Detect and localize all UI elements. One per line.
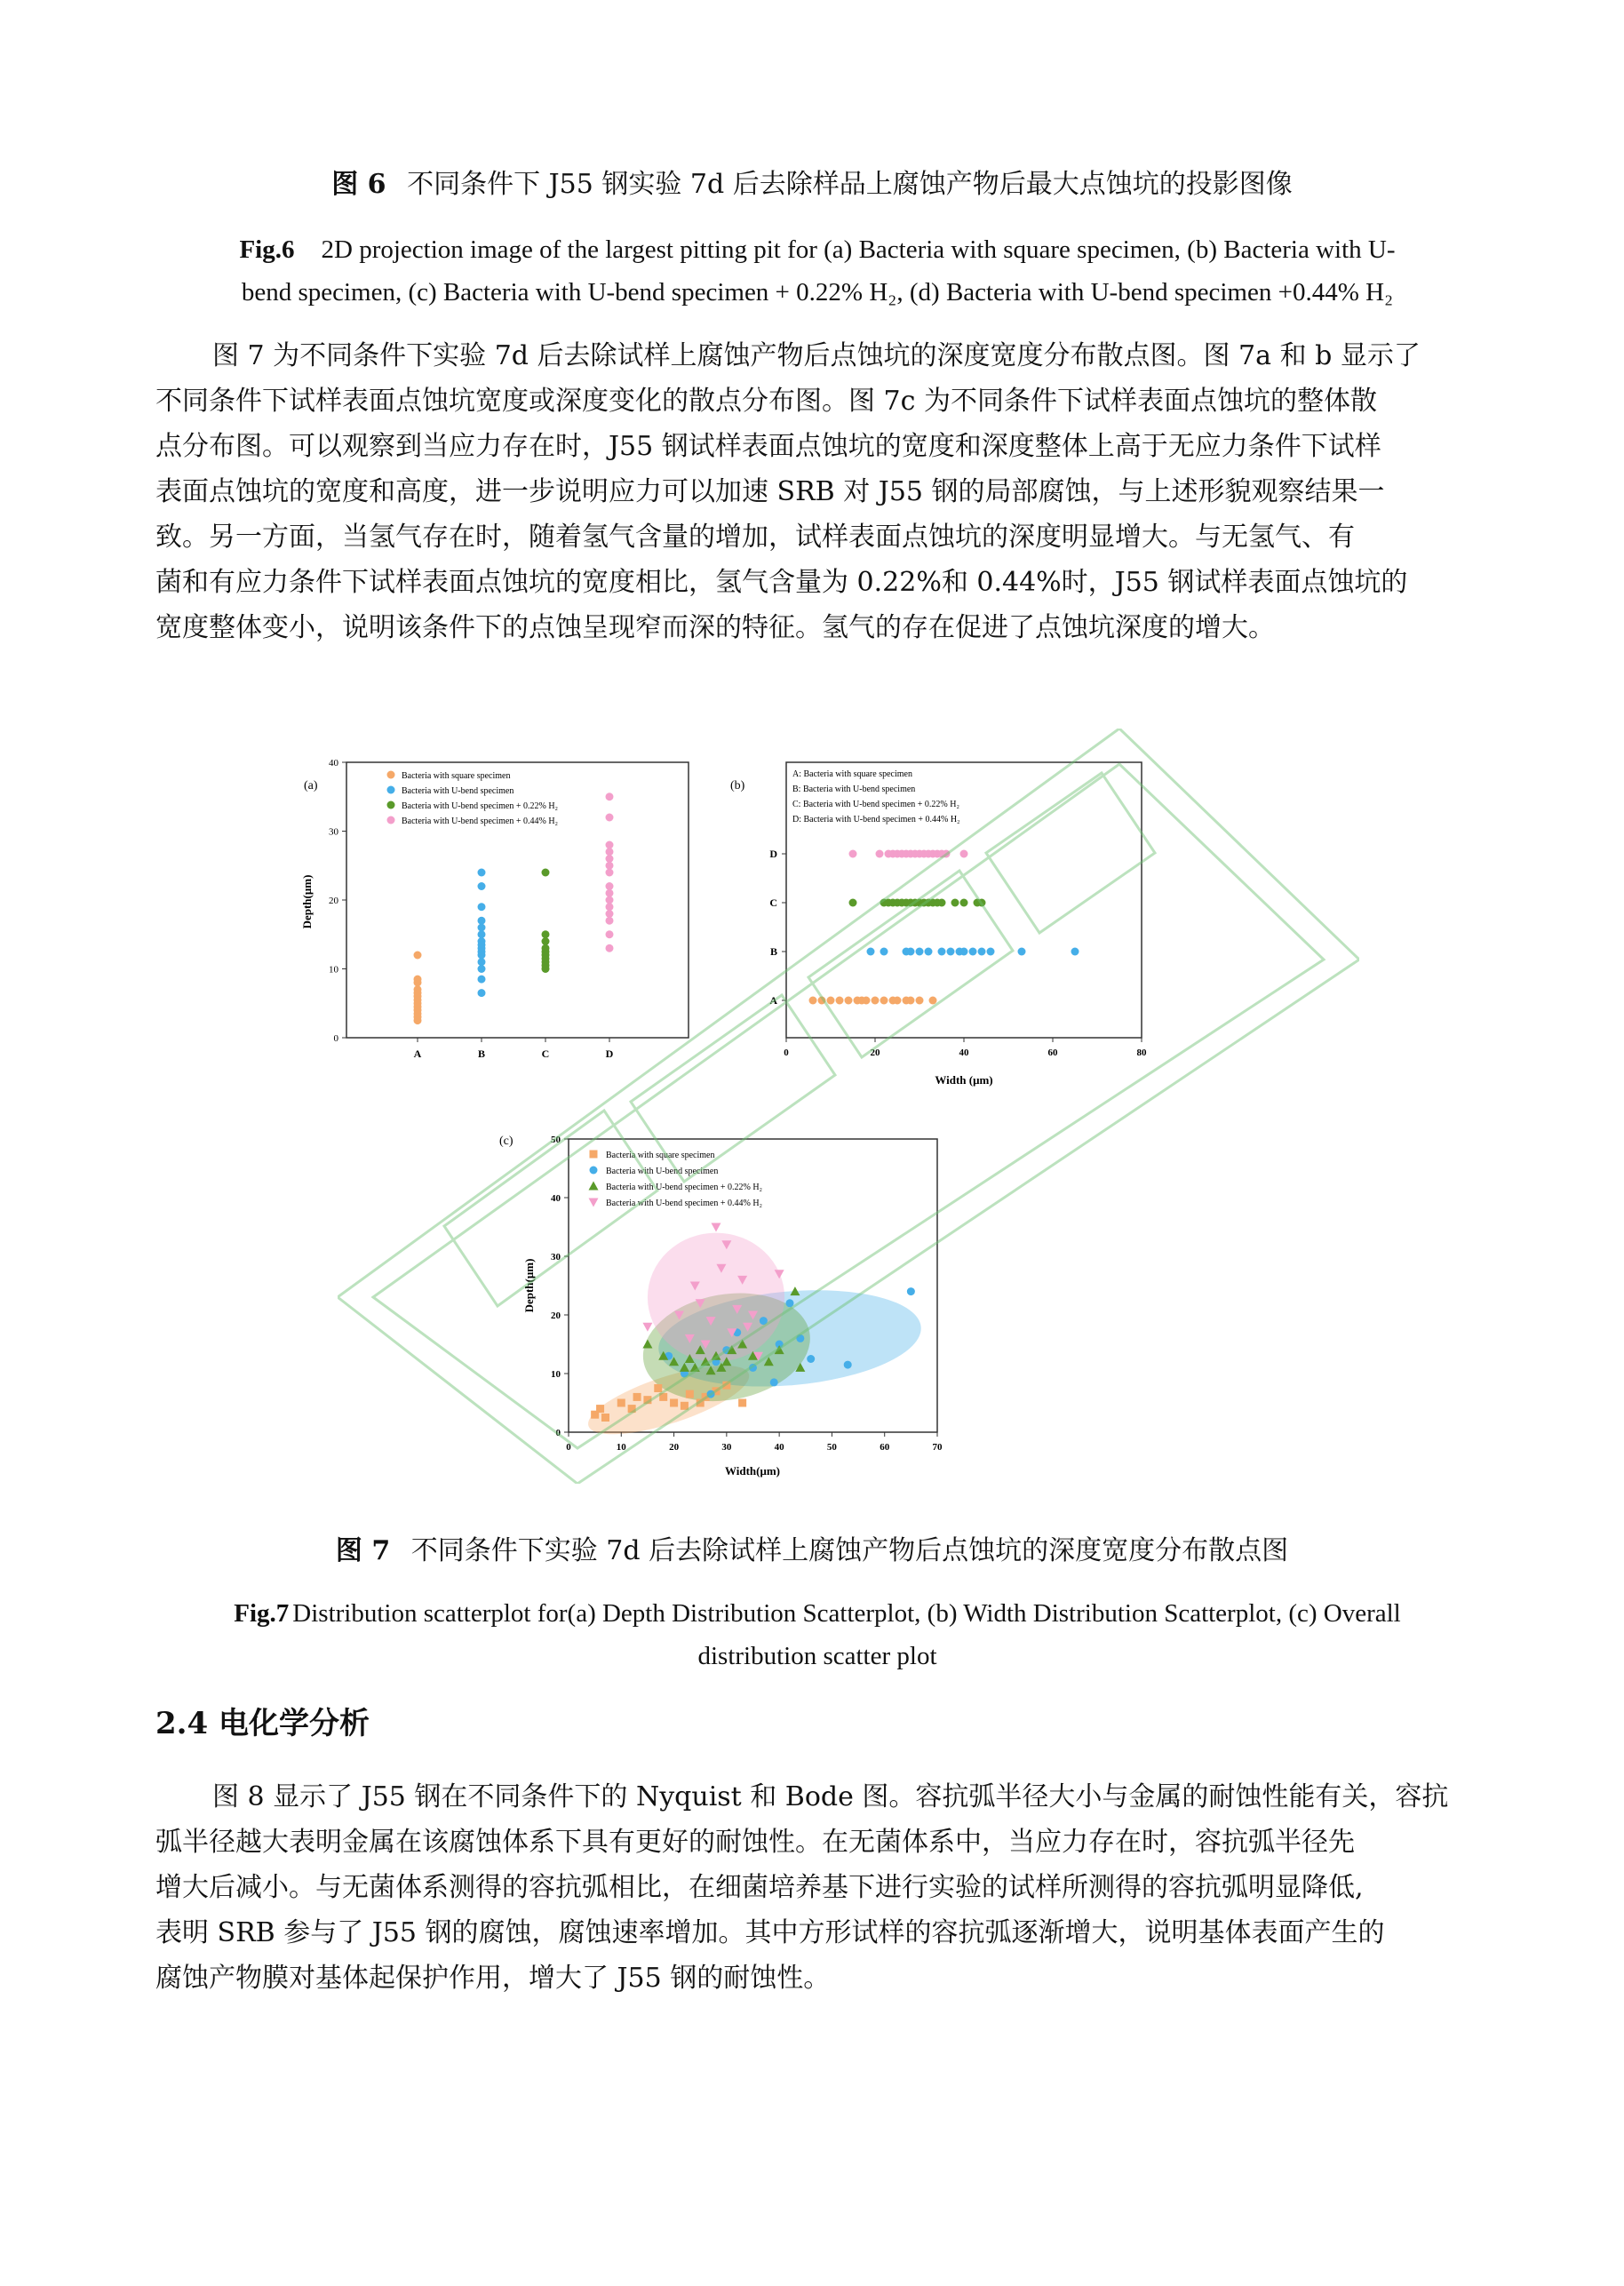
y-tick-label: 40 [329, 758, 338, 769]
data-point [478, 958, 486, 966]
data-point [414, 1016, 422, 1024]
data-point [478, 917, 486, 925]
paragraph-line: 点分布图。可以观察到当应力存在时，J55 钢试样表面点蚀坑的宽度和深度整体上高于无应力条件下试样 [155, 431, 1381, 462]
x-tick-label: B [477, 1047, 486, 1060]
data-point [606, 903, 614, 911]
y-tick-label: 40 [551, 1193, 561, 1204]
data-point [916, 948, 924, 956]
data-point [951, 899, 959, 907]
data-point [807, 1355, 815, 1363]
data-point [827, 997, 835, 1005]
data-point [542, 869, 550, 877]
data-point [876, 850, 884, 858]
fig7-caption-cn [0, 1528, 1624, 1567]
legend-entry: D: Bacteria with U-bend specimen + 0.44% H₂ [792, 815, 960, 824]
fig7-title-cn: 不同条件下实验 7d 后去除试样上腐蚀产物后点蚀坑的深度宽度分布散点图 [410, 1535, 1289, 1566]
x-tick-label: 80 [1136, 1047, 1147, 1058]
data-point [880, 997, 888, 1005]
data-point [770, 1378, 778, 1386]
data-point [872, 997, 880, 1005]
data-point [1071, 948, 1079, 956]
paragraph-line: 弧半径越大表明金属在该腐蚀体系下具有更好的耐蚀性。在无菌体系中，当应力存在时，容抗弧半径先 [155, 1827, 1355, 1858]
data-point [633, 1393, 641, 1401]
data-point [960, 948, 968, 956]
paragraph-line: 不同条件下试样表面点蚀坑宽度或深度变化的散点分布图。图 7c 为不同条件下试样表面点蚀坑的整体散 [155, 386, 1377, 417]
data-point [617, 1399, 625, 1407]
data-point [542, 965, 550, 973]
legend-marker [387, 786, 395, 794]
data-point [478, 952, 486, 960]
paragraph-fig7-discussion [155, 333, 1479, 650]
data-point [686, 1390, 694, 1398]
fig6-title-cn: 不同条件下 J55 钢实验 7d 后去除样品上腐蚀产物后最大点蚀坑的投影图像 [407, 169, 1293, 200]
data-point [606, 889, 614, 897]
paragraph-line: 图 7 为不同条件下实验 7d 后去除试样上腐蚀产物后点蚀坑的深度宽度分布散点图。图 7a 和 b 显示了 [212, 340, 1421, 371]
data-point [670, 1399, 678, 1407]
x-tick-label: 0 [566, 1442, 571, 1453]
legend-marker [387, 801, 395, 809]
data-point [938, 948, 946, 956]
data-point [722, 1382, 730, 1390]
data-point [907, 997, 915, 1005]
data-point [606, 848, 614, 856]
paragraph-electrochemistry [155, 1774, 1479, 2001]
fig7-label-cn: 图 7 [335, 1535, 391, 1566]
legend-entry: Bacteria with U-bend specimen [402, 786, 514, 796]
fig7-caption-line2: distribution scatter plot [697, 1642, 937, 1670]
legend-marker [387, 771, 395, 779]
y-tick-label: 30 [551, 1252, 561, 1262]
legend-entry: Bacteria with square specimen [606, 1151, 715, 1160]
data-point [894, 997, 902, 1005]
data-point [659, 1393, 667, 1401]
data-point [836, 997, 844, 1005]
data-point [1018, 948, 1026, 956]
data-point [796, 1334, 804, 1342]
paragraph-line: 增大后减小。与无菌体系测得的容抗弧相比，在细菌培养基下进行实验的试样所测得的容抗弧明显降低, [155, 1872, 1364, 1903]
data-point [844, 1361, 852, 1369]
fig6-caption-line2: bend specimen, (c) Bacteria with U-bend specimen + 0.22% H₂, (d) Bacteria with U-bend specimen +0.44% H₂ [241, 278, 1394, 307]
data-point [478, 976, 486, 984]
data-point [978, 899, 986, 907]
data-point [478, 989, 486, 997]
legend-marker [590, 1151, 598, 1159]
data-point [478, 882, 486, 890]
data-point [907, 1287, 915, 1295]
data-point [606, 910, 614, 918]
data-point [606, 862, 614, 870]
data-point [969, 948, 977, 956]
data-point [596, 1405, 604, 1413]
data-point [478, 869, 486, 877]
data-point [606, 841, 614, 849]
x-axis-label: Width(μm) [724, 1464, 781, 1478]
legend-marker [387, 816, 395, 824]
y-tick-label: 30 [329, 826, 338, 838]
data-point [542, 930, 550, 938]
x-tick-label: 70 [932, 1442, 943, 1453]
paragraph-line: 宽度整体变小，说明该条件下的点蚀呈现窄而深的特征。氢气的存在促进了点蚀坑深度的增大。 [155, 612, 1275, 643]
x-tick-label: 40 [959, 1047, 969, 1058]
data-point [478, 930, 486, 938]
panel-label: (c) [499, 1135, 513, 1148]
paragraph-line: 图 8 显示了 J55 钢在不同条件下的 Nyquist 和 Bode 图。容抗弧半径大小与金属的耐蚀性能有关，容抗 [212, 1781, 1449, 1812]
data-point [606, 855, 614, 863]
fig6-label-en: Fig.6 [239, 235, 295, 264]
fig6-caption-en [169, 228, 1466, 314]
confidence-ellipse [648, 1233, 784, 1362]
data-point [478, 903, 486, 911]
legend-entry: Bacteria with U-bend specimen + 0.22% H₂ [402, 801, 559, 811]
data-point [681, 1402, 689, 1410]
paragraph-line: 菌和有应力条件下试样表面点蚀坑的宽度相比，氢气含量为 0.22%和 0.44%时，J55 钢试样表面点蚀坑的 [155, 567, 1408, 598]
data-point [478, 965, 486, 973]
y-tick-label: 20 [551, 1310, 561, 1321]
x-tick-label: 50 [826, 1442, 837, 1453]
data-point [707, 1390, 715, 1398]
x-tick-label: C [541, 1047, 550, 1060]
data-point [849, 850, 857, 858]
data-point [606, 944, 614, 952]
data-point [925, 948, 933, 956]
legend-entry: Bacteria with U-bend specimen + 0.44% H₂ [606, 1199, 763, 1208]
data-point [863, 997, 871, 1005]
section-heading: 2.4 电化学分析 [155, 1706, 370, 1741]
data-point [601, 1414, 609, 1422]
data-point [786, 1299, 794, 1307]
x-tick-label: A [413, 1047, 422, 1060]
fig6-label-cn: 图 6 [331, 169, 386, 200]
x-tick-label: 30 [721, 1442, 732, 1453]
data-point [606, 930, 614, 938]
fig7-label-en: Fig.7 [234, 1599, 290, 1628]
data-point [880, 948, 888, 956]
x-tick-label: 60 [1047, 1047, 1058, 1058]
data-point [606, 896, 614, 904]
data-point [938, 899, 946, 907]
legend-entry: Bacteria with U-bend specimen + 0.44% H₂ [402, 816, 559, 826]
data-point [960, 850, 968, 858]
paragraph-line: 致。另一方面，当氢气存在时，随着氢气含量的增加，试样表面点蚀坑的深度明显增大。与无氢气、有 [155, 522, 1355, 553]
data-point [947, 948, 955, 956]
data-point [414, 979, 422, 987]
data-point [628, 1405, 636, 1413]
data-point [606, 917, 614, 925]
data-point [760, 1317, 768, 1325]
paragraph-line: 表面点蚀坑的宽度和高度，进一步说明应力可以加速 SRB 对 J55 钢的局部腐蚀，与上述形貌观察结果一 [155, 476, 1385, 507]
x-tick-label: 0 [784, 1047, 789, 1058]
data-point [542, 937, 550, 945]
x-tick-label: 10 [616, 1442, 626, 1453]
data-point [738, 1399, 746, 1407]
y-tick-label: B [769, 945, 777, 958]
legend-entry: B: Bacteria with U-bend specimen [792, 785, 916, 794]
y-axis-label: Depth(μm) [522, 1258, 536, 1313]
data-point [916, 997, 924, 1005]
y-tick-label: 0 [333, 1033, 338, 1044]
data-point [606, 793, 614, 800]
fig7-caption-en [169, 1592, 1466, 1677]
data-point [960, 899, 968, 907]
data-point [929, 997, 937, 1005]
data-point [978, 948, 986, 956]
panel-label: (b) [730, 779, 745, 793]
y-axis-label: Depth(μm) [300, 874, 314, 929]
y-tick-label: 20 [329, 896, 338, 906]
chart-b-width-scatter [720, 755, 1164, 1093]
chart-a-depth-scatter [293, 755, 702, 1084]
y-tick-label: C [769, 896, 777, 909]
paragraph-line: 腐蚀产物膜对基体起保护作用，增大了 J55 钢的耐蚀性。 [155, 1963, 831, 1994]
data-point [749, 1364, 757, 1372]
legend-marker [590, 1167, 598, 1175]
data-point [809, 997, 817, 1005]
data-point [606, 869, 614, 877]
legend-entry: Bacteria with square specimen [402, 771, 511, 781]
y-tick-label: 10 [551, 1369, 561, 1380]
x-tick-label: 40 [774, 1442, 784, 1453]
y-tick-label: 10 [329, 964, 338, 976]
data-point [606, 814, 614, 822]
legend-entry: Bacteria with U-bend specimen [606, 1167, 719, 1176]
data-point [907, 948, 915, 956]
panel-label: (a) [304, 779, 318, 793]
data-point [818, 997, 826, 1005]
legend-entry: Bacteria with U-bend specimen + 0.22% H₂ [606, 1183, 763, 1192]
x-tick-label: 60 [880, 1442, 890, 1453]
fig6-caption-cn [0, 162, 1624, 201]
x-tick-label: D [605, 1047, 614, 1060]
data-point [849, 899, 857, 907]
y-tick-label: 50 [551, 1135, 561, 1145]
data-point [867, 948, 875, 956]
legend-entry: A: Bacteria with square specimen [792, 769, 912, 779]
chart-c-overall-scatter [498, 1128, 959, 1484]
y-tick-label: D [769, 848, 777, 860]
x-axis-label: Width (μm) [935, 1073, 993, 1087]
y-tick-label: 0 [555, 1428, 561, 1438]
legend-entry: C: Bacteria with U-bend specimen + 0.22% H₂ [792, 800, 959, 809]
data-point [845, 997, 853, 1005]
y-tick-label: A [769, 994, 777, 1007]
x-tick-label: 20 [669, 1442, 680, 1453]
fig6-caption-line1: 2D projection image of the largest pitting pit for (a) Bacteria with square specimen, (b) Bacteria with U- [321, 235, 1396, 264]
data-point [654, 1384, 662, 1392]
data-point [987, 948, 995, 956]
fig7-caption-line1: Distribution scatterplot for(a) Depth Distribution Scatterplot, (b) Width Distribution Scatterplot, (c) Overall [292, 1599, 1401, 1628]
data-point [606, 882, 614, 890]
data-point [643, 1396, 651, 1404]
x-tick-label: 20 [870, 1047, 880, 1058]
data-point [478, 924, 486, 932]
data-point [943, 850, 951, 858]
data-point [414, 952, 422, 960]
paragraph-line: 表明 SRB 参与了 J55 钢的腐蚀，腐蚀速率增加。其中方形试样的容抗弧逐渐增大，说明基体表面产生的 [155, 1917, 1385, 1948]
